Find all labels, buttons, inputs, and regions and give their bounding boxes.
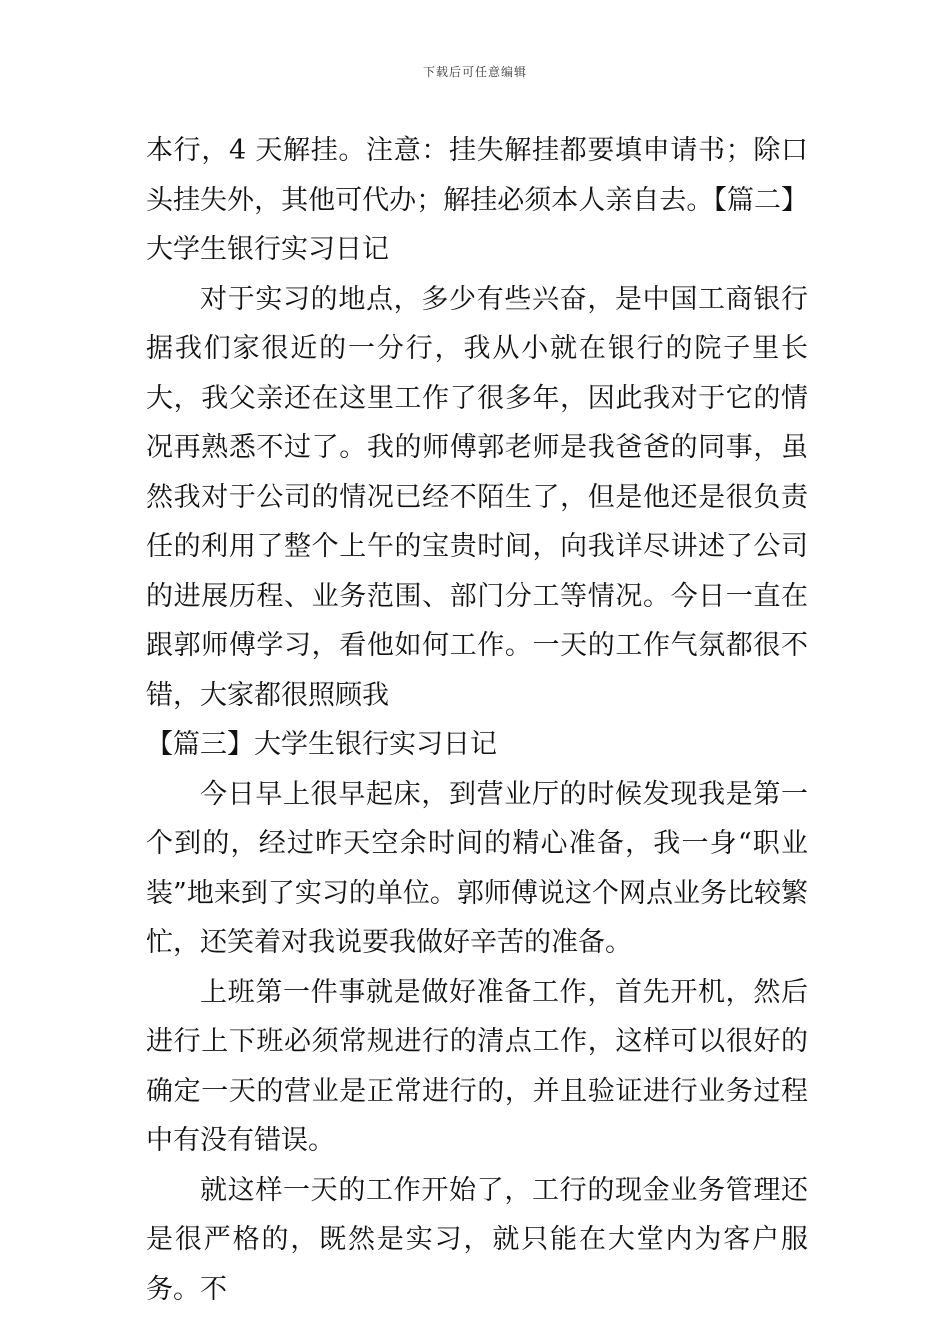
paragraph-1: 本行，4 天解挂。注意：挂失解挂都要填申请书；除口头挂失外，其他可代办；解挂必须本人亲自去。【篇二】大学生银行实习日记 <box>146 135 808 265</box>
paragraph-5: 上班第一件事就是做好准备工作，首先开机，然后进行上下班必须常规进行的清点工作，这样可以很好的确定一天的营业是正常进行的，并且验证进行业务过程中有没有错误。 <box>146 976 808 1156</box>
section-heading-3: 【篇三】大学生银行实习日记 <box>146 729 497 760</box>
paragraph-2: 对于实习的地点，多少有些兴奋，是中国工商银行据我们家很近的一分行，我从小就在银行的院子里长大，我父亲还在这里工作了很多年，因此我对于它的情况再熟悉不过了。我的师傅郭老师是我爸爸的同事，虽然我对于公司的情况已经不陌生了，但是他还是很负责任的利用了整个上午的宝贵时间，向我详尽讲述了公司的进展历程、业务范围、部门分工等情况。今日一直在跟郭师傅学习，看他如何工作。一天的工作气氛都很不错，大家都很照顾我 <box>146 283 808 711</box>
paragraph-6: 就这样一天的工作开始了，工行的现金业务管理还是很严格的，既然是实习，就只能在大堂内为客户服务。不 <box>146 1174 808 1305</box>
page-header: 下载后可任意编辑 <box>422 65 527 79</box>
paragraph-4: 今日早上很早起床，到营业厅的时候发现我是第一个到的，经过昨天空余时间的精心准备，我一身“职业装”地来到了实习的单位。郭师傅说这个网点业务比较繁忙，还笑着对我说要我做好辛苦的准备。 <box>146 778 808 958</box>
document-body <box>146 126 808 1314</box>
